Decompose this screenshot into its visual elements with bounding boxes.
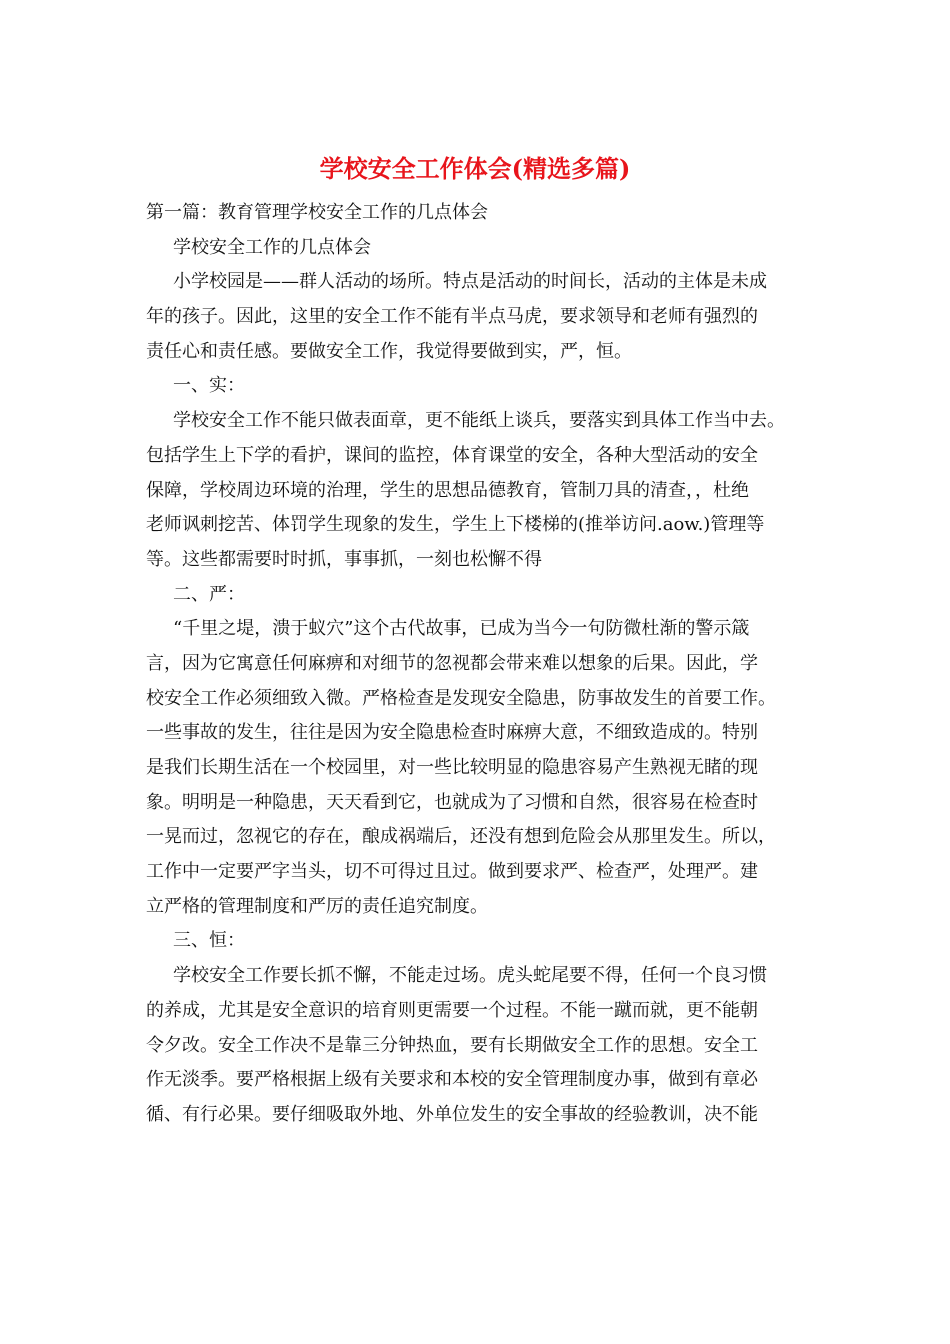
text-line: 校安全工作必须细致入微。严格检查是发现安全隐患，防事故发生的首要工作。: [146, 687, 776, 709]
document-title: 学校安全工作体会(精选多篇): [319, 154, 631, 183]
text-line: 等。这些都需要时时抓，事事抓，一刻也松懈不得: [146, 548, 542, 570]
text-line: 是我们长期生活在一个校园里，对一些比较明显的隐患容易产生熟视无睹的现: [146, 757, 758, 778]
text-line: 一、实：: [173, 375, 245, 397]
text-line: 立严格的管理制度和严厉的责任追究制度。: [146, 895, 488, 917]
text-line: 学校安全工作不能只做表面章，更不能纸上谈兵，要落实到具体工作当中去。: [173, 410, 785, 432]
text-line: 象。明明是一种隐患，天天看到它，也就成为了习惯和自然，很容易在检查时: [146, 791, 758, 813]
text-line: 二、严：: [173, 583, 245, 605]
text-line: 保障，学校周边环境的治理，学生的思想品德教育，管制刀具的清查，，杜绝: [146, 479, 749, 501]
document-body: [146, 196, 826, 1133]
text-line: 工作中一定要严字当头，切不可得过且过。做到要求严、检查严，处理严。建: [146, 861, 758, 883]
text-line: 循、有行必果。要仔细吸取外地、外单位发生的安全事故的经验教训，决不能: [146, 1103, 758, 1125]
text-line: 年的孩子。因此，这里的安全工作不能有半点马虎，要求领导和老师有强烈的: [146, 306, 758, 328]
text-line: 令夕改。安全工作决不是靠三分钟热血，要有长期做安全工作的思想。安全工: [146, 1034, 758, 1056]
text-line: 学校安全工作要长抓不懈，不能走过场。虎头蛇尾要不得，任何一个良习惯: [173, 965, 767, 987]
text-line: 包括学生上下学的看护，课间的监控，体育课堂的安全，各种大型活动的安全: [146, 444, 758, 466]
text-line: 第一篇：教育管理学校安全工作的几点体会: [146, 202, 488, 223]
text-line: 责任心和责任感。要做安全工作，我觉得要做到实，严，恒。: [146, 340, 632, 362]
text-line: 老师讽刺挖苦、体罚学生现象的发生，学生上下楼梯的(推举访问.aow.)管理等: [146, 514, 765, 536]
text-line: 一晃而过，忽视它的存在，酿成祸端后，还没有想到危险会从那里发生。所以，: [146, 826, 776, 848]
text-line: 三、恒：: [173, 930, 245, 952]
text-line: 学校安全工作的几点体会: [173, 236, 371, 258]
text-line: 一些事故的发生，往往是因为安全隐患检查时麻痹大意，不细致造成的。特别: [146, 722, 758, 744]
text-line: 作无淡季。要严格根据上级有关要求和本校的安全管理制度办事，做到有章必: [146, 1069, 758, 1091]
text-line: 言，因为它寓意任何麻痹和对细节的忽视都会带来难以想象的后果。因此，学: [146, 652, 758, 674]
text-line: 小学校园是——群人活动的场所。特点是活动的时间长，活动的主体是未成: [173, 271, 767, 293]
text-line: “千里之堤，溃于蚁穴”这个古代故事，已成为当今一句防微杜渐的警示箴: [173, 618, 750, 640]
text-line: 的养成，尤其是安全意识的培育则更需要一个过程。不能一蹴而就，更不能朝: [146, 999, 758, 1021]
